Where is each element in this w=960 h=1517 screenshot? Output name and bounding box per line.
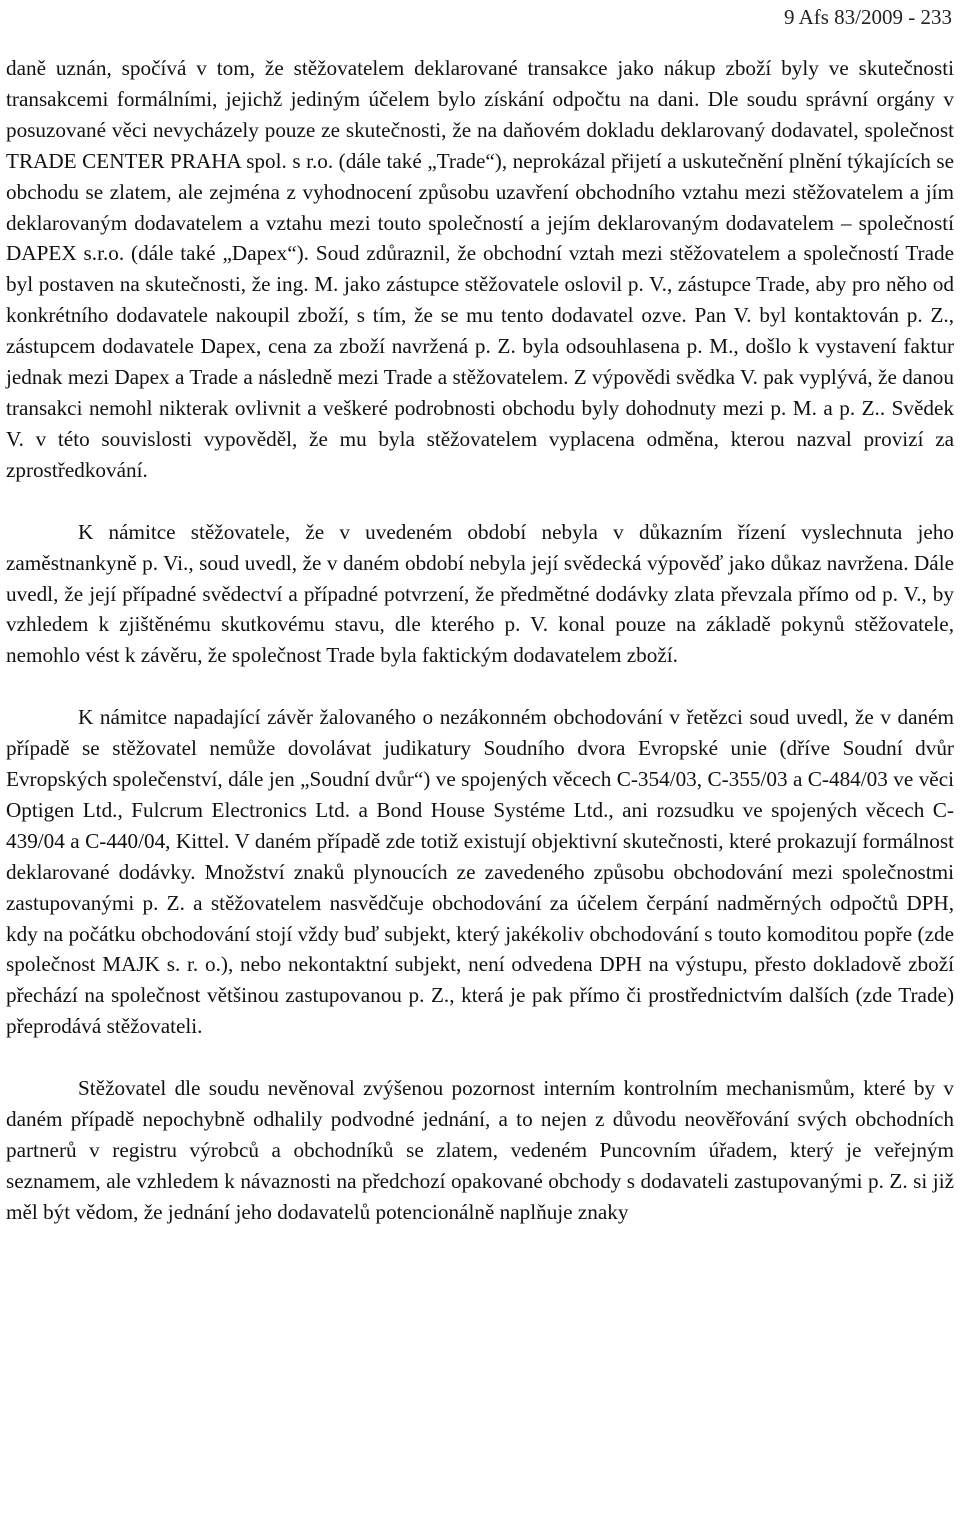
page-number-header: 9 Afs 83/2009 - 233 [784,5,952,29]
paragraph-1: daně uznán, spočívá v tom, že stěžovatelem deklarované transakce jako nákup zboží byly ve skutečnosti transakcemi formálními, jejichž jediným účelem bylo získání odpočtu na dani. Dle soudu správní orgány v posuzované věci nevycházely pouze ze skutečnosti, že na daňovém dokladu deklarovaný dodavatel, společnost TRADE CENTER PRAHA spol. s r.o. (dále také „Trade“), neprokázal přijetí a uskutečnění plnění týkajících se obchodu se zlatem, ale zejména z vyhodnocení způsobu uzavření obchodního vztahu mezi stěžovatelem a jím deklarovaným dodavatelem a vztahu mezi touto společností a jejím deklarovaným dodavatelem – společností DAPEX s.r.o. (dále také „Dapex“). Soud zdůraznil, že obchodní vztah mezi stěžovatelem a společností Trade byl postaven na skutečnosti, že ing. M. jako zástupce stěžovatele oslovil p. V., zástupce Trade, aby pro něho od konkrétního dodavatele nakoupil zboží, s tím, že se mu tento dodavatel ozve. Pan V. byl kontaktován p. Z., zástupcem dodavatele Dapex, cena za zboží navržená p. Z. byla odsouhlasena p. M., došlo k vystavení faktur jednak mezi Dapex a Trade a následně mezi Trade a stěžovatelem. Z výpovědi svědka V. pak vyplývá, že danou transakci nemohl nikterak ovlivnit a veškeré podrobnosti obchodu byly dohodnuty mezi p. M. a p. Z.. Svědek V. v této souvislosti vypověděl, že mu byla stěžovatelem vyplacena odměna, kterou nazval provizí za zprostředkování. [6,56,954,482]
paragraph-2: K námitce stěžovatele, že v uvedeném období nebyla v důkazním řízení vyslechnuta jeho zaměstnankyně p. Vi., soud uvedl, že v daném období nebyla její svědecká výpověď jako důkaz navržena. Dále uvedl, že její případné svědectví a případné potvrzení, že předmětné dodávky zlata převzala přímo od p. V., by vzhledem k zjištěnému skutkovému stavu, dle kterého p. V. konal pouze na základě pokynů stěžovatele, nemohlo vést k závěru, že společnost Trade byla faktickým dodavatelem zboží. [6,519,954,668]
document-body [6,53,954,1228]
paragraph-4: Stěžovatel dle soudu nevěnoval zvýšenou pozornost interním kontrolním mechanismům, které by v daném případě nepochybně odhalily podvodné jednání, a to nejen z důvodu neověřování svých obchodních partnerů v registru výrobců a obchodníků se zlatem, vedeném Puncovním úřadem, který je veřejným seznamem, ale vzhledem k návaznosti na předchozí opakované obchody s dodavateli zastupovanými p. Z. si již měl být vědom, že jednání jeho dodavatelů potencionálně naplňuje znaky [6,1076,954,1224]
paragraph-3: K námitce napadající závěr žalovaného o nezákonném obchodování v řetězci soud uvedl, že v daném případě se stěžovatel nemůže dovolávat judikatury Soudního dvora Evropské unie (dříve Soudní dvůr Evropských společenství, dále jen „Soudní dvůr“) ve spojených věcech C-354/03, C-355/03 a C-484/03 ve věci Optigen Ltd., Fulcrum Electronics Ltd. a Bond House Systéme Ltd., ani rozsudku ve spojených věcech C-439/04 a C-440/04, Kittel. V daném případě zde totiž existují objektivní skutečnosti, které prokazují formálnost deklarované dodávky. Množství znaků plynoucích ze zavedeného způsobu obchodování mezi společnostmi zastupovanými p. Z. a stěžovatelem nasvědčuje obchodování za účelem čerpání nadměrných odpočtů DPH, kdy na počátku obchodování stojí vždy buď subjekt, který jakékoliv obchodování s touto komoditou popře (zde společnost MAJK s. r. o.), nebo nekontaktní subjekt, není odvedena DPH na výstupu, přesto dokladově zboží přechází na společnost většinou zastupovanou p. Z., která je pak přímo či prostřednictvím dalších (zde Trade) přeprodává stěžovateli. [6,705,954,1039]
